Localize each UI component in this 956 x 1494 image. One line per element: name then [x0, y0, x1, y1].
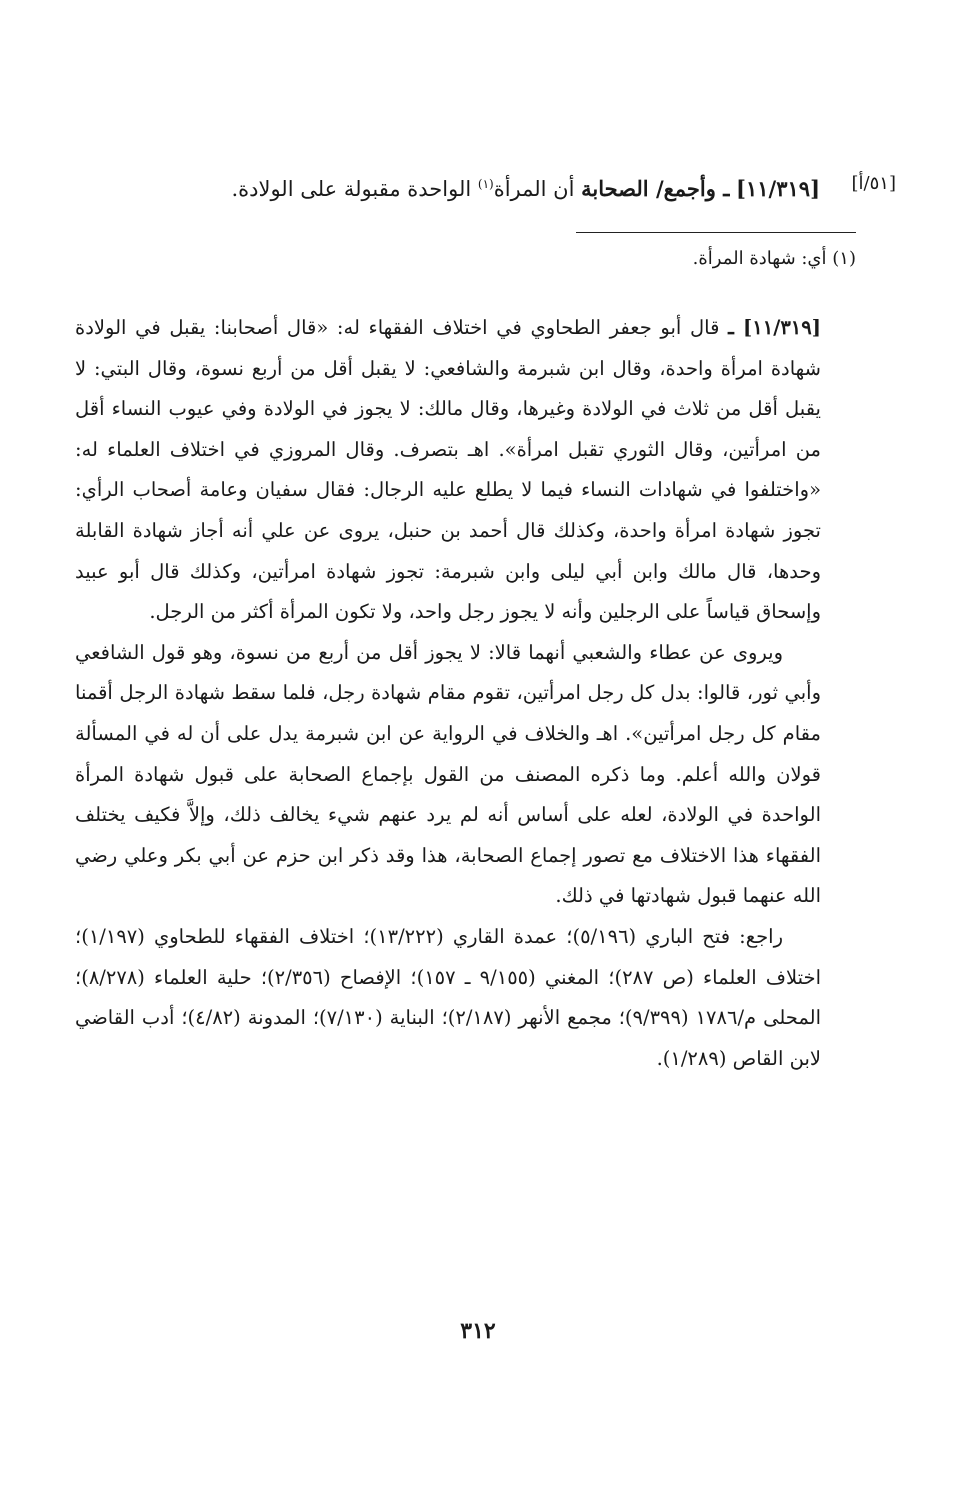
- footnote-separator: [576, 232, 856, 233]
- footnote-text: أي: شهادة المرأة.: [692, 248, 827, 269]
- issue-number: [١١/٣١٩]: [736, 176, 820, 201]
- commentary-paragraph-1-text: قال أبو جعفر الطحاوي في اختلاف الفقهاء له: «قال أصحابنا: يقبل في الولادة شهادة امرأة واحدة، وقال ابن شبرمة والشافعي: لا يقبل أقل من أربع نسوة، وقال البتي: لا يقبل أقل من ثلاث في الولادة وغيرها، وقال مالك: لا يجوز في الولادة وفي عيوب النساء أقل من امرأتين، وقال الثوري تقبل امرأة». اهـ بتصرف. وقال المروزي في اختلاف العلماء له: «واختلفوا في شهادات النساء فيما لا يطلع عليه الرجال: فقال سفيان وعامة أصحاب الرأي: تجوز شهادة امرأة واحدة، وكذلك قال أحمد بن حنبل، يروى عن علي أنه أجاز شهادة القابلة وحدها، قال مالك وابن أبي ليلى وابن شبرمة: تجوز شهادة امرأتين، وكذلك قال أبو عبيد وإسحاق قياساً على الرجلين وأنه لا يجوز رجل واحد، ولا تكون المرأة أكثر من الرجل.: [75, 316, 821, 624]
- commentary-ref-number: [١١/٣١٩] ـ: [728, 316, 821, 339]
- main-text-line: [100, 160, 820, 213]
- footnote-reference: (١): [477, 177, 494, 191]
- commentary-block: [75, 308, 821, 1079]
- commentary-paragraph-2: ويروى عن عطاء والشعبي أنهما قالا: لا يجوز أقل من أربع من نسوة، وهو قول الشافعي وأبي ثور، قالوا: بدل كل رجل امرأتين، تقوم مقام شهادة رجل، فلما سقط شهادة الرجل أقمنا مقام كل رجل امرأتين». اهـ والخلاف في الرواية عن ابن شبرمة يدل على أن له في المسألة قولان والله أعلم. وما ذكره المصنف من القول بإجماع الصحابة على قبول شهادة المرأة الواحدة في الولادة، لعله على أساس أنه لم يرد عنهم شيء يخالف ذلك، وإلاَّ فكيف يختلف الفقهاء هذا الاختلاف مع تصور إجماع الصحابة، هذا وقد ذكر ابن حزم عن أبي بكر وعلي رضي الله عنهما قبول شهادتها في ذلك.: [75, 640, 821, 908]
- commentary-paragraph-1: [75, 308, 821, 633]
- footnote-marker: (١): [832, 248, 856, 269]
- references-paragraph: راجع: فتح الباري (٥/١٩٦)؛ عمدة القاري (١٣/٢٢٢)؛ اختلاف الفقهاء للطحاوي (١/١٩٧)؛ اختلاف العلماء (ص ٢٨٧)؛ المغني (٩/١٥٥ ـ ١٥٧)؛ الإفصاح (٢/٣٥٦)؛ حلية العلماء (٨/٢٧٨)؛ المحلى م/١٧٨٦ (٩/٣٩٩)؛ مجمع الأنهر (٢/١٨٧)؛ البناية (٧/١٣٠)؛ المدونة (٤/٨٢)؛ أدب القاضي لابن القاص (١/٢٨٩).: [75, 924, 821, 1070]
- issue-text-continuation: الواحدة مقبولة على الولادة.: [231, 177, 472, 201]
- page-number: ٣١٢: [460, 1318, 496, 1344]
- issue-text: أن المرأة: [493, 177, 575, 201]
- manuscript-folio-marker: [٥١/أ]: [851, 173, 896, 194]
- issue-lead-bold: ـ وأجمع/ الصحابة: [581, 176, 730, 201]
- footnote: [156, 240, 856, 278]
